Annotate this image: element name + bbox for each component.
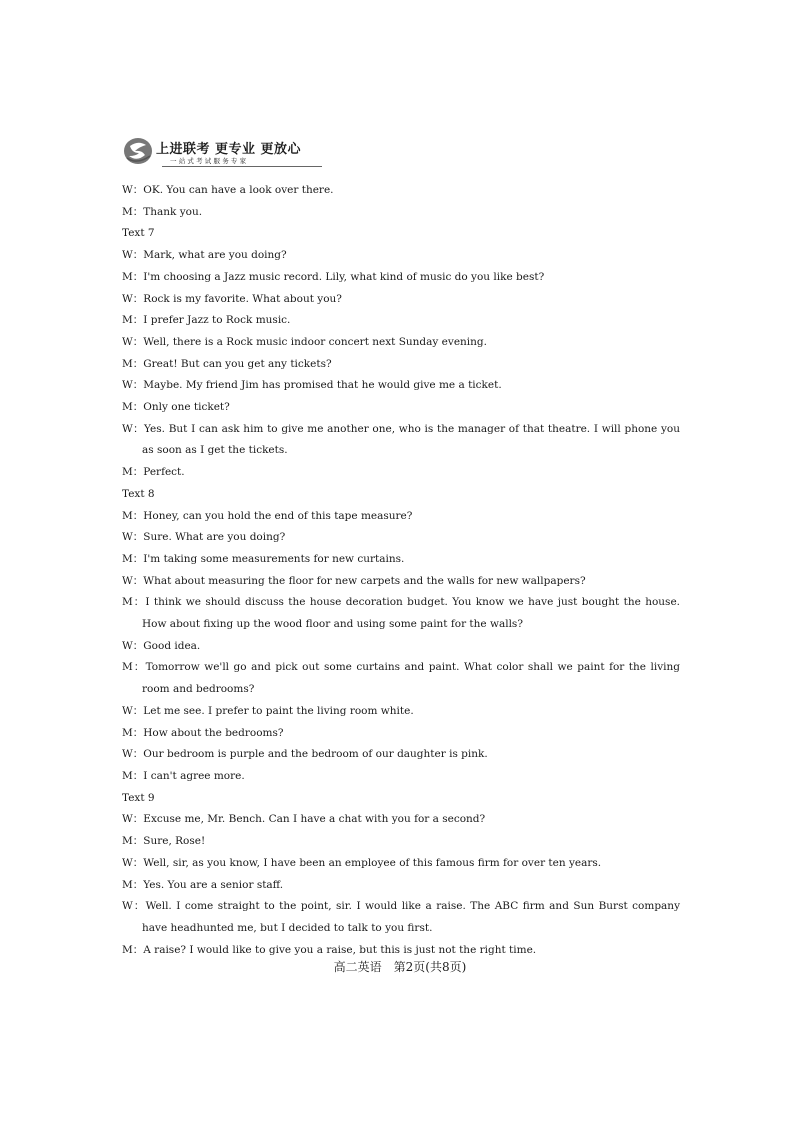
dialogue-line: W：What about measuring the floor for new carpets and the walls for new wallpapers? xyxy=(122,574,586,587)
section-heading: Text 7 xyxy=(122,227,155,240)
dialogue-line: M：Sure, Rose! xyxy=(122,835,206,848)
dialogue-line: M：Only one ticket? xyxy=(122,401,230,414)
dialogue-line: M：How about the bedrooms? xyxy=(122,726,284,739)
brand-tagline: 一站式考试服务专家 xyxy=(170,157,249,165)
dialogue-line: W：Maybe. My friend Jim has promised that he would give me a ticket. xyxy=(122,379,502,392)
dialogue-line: M：A raise? I would like to give you a raise, but this is just not the right time. xyxy=(122,943,537,956)
dialogue-line: W：Good idea. xyxy=(122,639,201,652)
dialogue-line: W：Our bedroom is purple and the bedroom of our daughter is pink. xyxy=(122,748,488,761)
dialogue-line: W：Excuse me, Mr. Bench. Can I have a chat with you for a second? xyxy=(122,813,486,826)
dialogue-line: M：I think we should discuss the house decoration budget. You know we have just bought the house. How about fixing up the wood floor and using some paint for the walls? xyxy=(122,596,680,631)
dialogue-line: M：Tomorrow we'll go and pick out some curtains and paint. What color shall we paint for the living room and bedrooms? xyxy=(122,661,680,696)
brand-name: 上进联考 更专业 更放心 xyxy=(156,142,302,157)
dialogue-line: W：Sure. What are you doing? xyxy=(122,531,286,544)
dialogue-line: M：Yes. You are a senior staff. xyxy=(122,878,284,891)
dialogue-line: W：Let me see. I prefer to paint the living room white. xyxy=(122,704,414,717)
dialogue-line: M：Honey, can you hold the end of this tape measure? xyxy=(122,509,413,522)
dialogue-line: W：Well, there is a Rock music indoor concert next Sunday evening. xyxy=(122,335,487,348)
dialogue-line: W：Well, sir, as you know, I have been an employee of this famous firm for over ten years. xyxy=(122,856,602,869)
dialogue-line: M：I'm taking some measurements for new curtains. xyxy=(122,552,405,565)
page-header xyxy=(122,134,682,174)
dialogue-line: M：I prefer Jazz to Rock music. xyxy=(122,314,291,327)
section-heading: Text 9 xyxy=(122,791,155,804)
dialogue-line: M：Great! But can you get any tickets? xyxy=(122,357,332,370)
dialogue-line: M：I can't agree more. xyxy=(122,769,245,782)
dialogue-line: W：Mark, what are you doing? xyxy=(122,249,287,262)
dialogue-line: M：Thank you. xyxy=(122,205,203,218)
brand-logo-icon xyxy=(122,134,156,168)
section-heading: Text 8 xyxy=(122,487,155,500)
transcript xyxy=(122,180,680,961)
dialogue-line: W：Rock is my favorite. What about you? xyxy=(122,292,342,305)
dialogue-line: W：Yes. But I can ask him to give me another one, who is the manager of that theatre. I will phone you as soon as I get the tickets. xyxy=(122,422,680,457)
header-rule xyxy=(162,166,322,167)
dialogue-line: M：I'm choosing a Jazz music record. Lily, what kind of music do you like best? xyxy=(122,270,545,283)
dialogue-line: W：OK. You can have a look over there. xyxy=(122,184,334,196)
dialogue-line: M：Perfect. xyxy=(122,466,185,479)
dialogue-line: W：Well. I come straight to the point, sir. I would like a raise. The ABC firm and Sun Burst company have headhunted me, but I decided to talk to you first. xyxy=(122,900,680,934)
page-footer: 高二英语 第2页(共8页) xyxy=(333,960,467,974)
